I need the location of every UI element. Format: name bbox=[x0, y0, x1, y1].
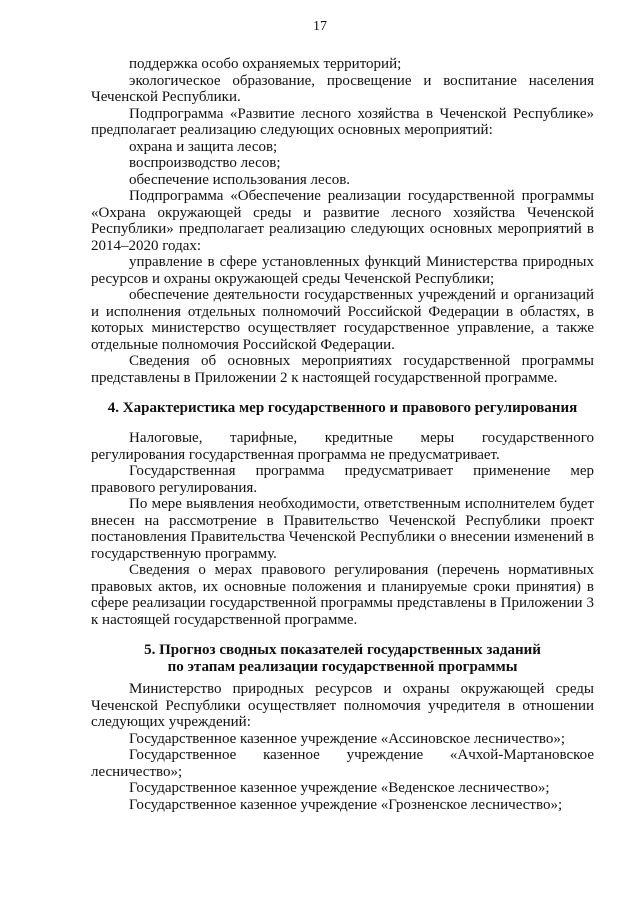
paragraph: Государственное казенное учреждение «Веденское лесничество»; bbox=[129, 780, 550, 796]
paragraph: управление в сфере установленных функций Министерства природных ресурсов и охраны окружающей среды Чеченской Республики; bbox=[91, 254, 594, 287]
paragraph: обеспечение использования лесов. bbox=[129, 171, 351, 188]
page-number: 17 bbox=[313, 19, 327, 34]
paragraph: Государственное казенное учреждение «Ачхой-Мартановское лесничество»; bbox=[91, 747, 594, 780]
paragraph: Сведения о мерах правового регулирования (перечень нормативных правовых актов, их основные положения и планируемые сроки принятия) в сфере реализации государственной программы представлены в Приложении 3 к настоящей государственной программе. bbox=[91, 562, 594, 628]
paragraph: поддержка особо охраняемых территорий; bbox=[129, 56, 402, 72]
paragraph: охрана и защита лесов; bbox=[129, 138, 278, 155]
section-5-heading-line-1: 5. Прогноз сводных показателей государственных заданий bbox=[144, 642, 541, 658]
paragraph: Подпрограмма «Развитие лесного хозяйства в Чеченской Республике» предполагает реализацию следующих основных мероприятий: bbox=[91, 105, 594, 138]
paragraph: экологическое образование, просвещение и воспитание населения Чеченской Республики. bbox=[91, 72, 594, 105]
paragraph: Подпрограмма «Обеспечение реализации государственной программы «Охрана окружающей среды и развитие лесного хозяйства Чеченской Республики» предполагает реализацию следующих основных мероприятий в 2014–2020 годах: bbox=[91, 188, 594, 254]
paragraph: Государственная программа предусматривает применение мер правового регулирования. bbox=[91, 463, 594, 496]
paragraph: Министерство природных ресурсов и охраны окружающей среды Чеченской Республики осуществляет полномочия учредителя в отношении следующих учреждений: bbox=[91, 681, 594, 730]
paragraph: Государственное казенное учреждение «Ассиновское лесничество»; bbox=[129, 730, 566, 747]
paragraph: По мере выявления необходимости, ответственным исполнителем будет внесен на рассмотрение в Правительство Чеченской Республики проект постановления Правительства Чеченской Республики о внесении изменений в государственную программу. bbox=[91, 496, 594, 562]
page-content bbox=[91, 56, 594, 813]
paragraph: Налоговые, тарифные, кредитные меры государственного регулирования государственная программа не предусматривает. bbox=[91, 430, 594, 463]
paragraph: обеспечение деятельности государственных учреждений и организаций и исполнения отдельных полномочий Российской Федерации в областях, в которых министерство осуществляет государственное управление, а также отдельные полномочия Российской Федерации. bbox=[91, 287, 594, 353]
paragraph: Государственное казенное учреждение «Грозненское лесничество»; bbox=[129, 796, 563, 813]
section-5-heading-line-2: по этапам реализации государственной программы bbox=[167, 659, 518, 675]
section-5-heading bbox=[91, 642, 594, 676]
section-4-heading: 4. Характеристика мер государственного и правового регулирования bbox=[107, 400, 578, 416]
paragraph: воспроизводство лесов; bbox=[129, 155, 281, 171]
paragraph: Сведения об основных мероприятиях государственной программы представлены в Приложении 2 к настоящей государственной программе. bbox=[91, 353, 594, 386]
